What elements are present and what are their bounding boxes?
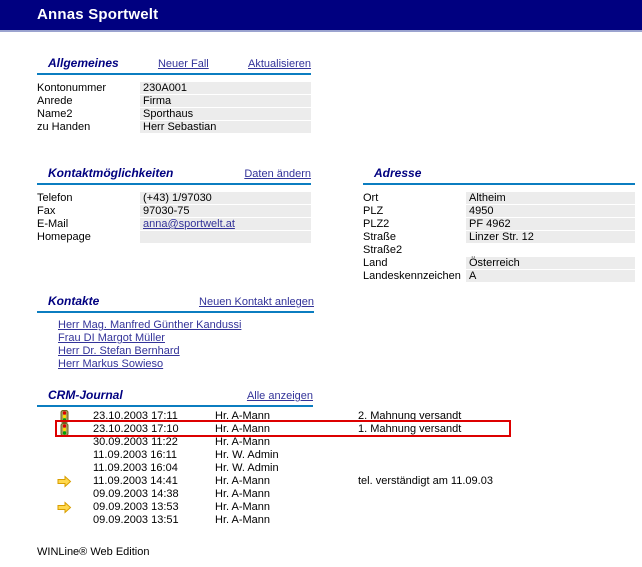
field-label: Ort xyxy=(363,192,379,204)
journal-date: 11.09.2003 16:04 xyxy=(93,462,178,474)
field-value: Sporthaus xyxy=(140,108,311,120)
journal-row xyxy=(57,462,527,475)
section-title-crm-journal: CRM-Journal xyxy=(48,388,123,402)
journal-date: 11.09.2003 16:11 xyxy=(93,449,178,461)
journal-user: Hr. W. Admin xyxy=(215,449,279,461)
contact-link-bernhard[interactable]: Herr Dr. Stefan Bernhard xyxy=(58,345,180,357)
field-row-zu-handen xyxy=(37,121,311,133)
field-value xyxy=(140,231,311,243)
journal-date: 23.10.2003 17:10 xyxy=(93,423,179,435)
field-row-landeskennzeichen xyxy=(363,270,635,282)
journal-note xyxy=(358,462,527,475)
field-value: A xyxy=(466,270,635,282)
field-row-kontonummer xyxy=(37,82,311,94)
field-label: Telefon xyxy=(37,192,73,204)
field-row-fax xyxy=(37,205,311,217)
journal-row xyxy=(57,436,527,449)
contact-link-kandussi[interactable]: Herr Mag. Manfred Günther Kandussi xyxy=(58,319,242,331)
journal-date: 11.09.2003 14:41 xyxy=(93,475,178,487)
journal-note: 1. Mahnung versandt xyxy=(358,423,462,435)
email-link[interactable]: anna@sportwelt.at xyxy=(143,218,235,230)
field-label: zu Handen xyxy=(37,121,91,133)
field-row-homepage xyxy=(37,231,311,243)
section-adresse-header xyxy=(363,166,635,185)
field-row-anrede xyxy=(37,95,311,107)
yellow-arrow-icon xyxy=(57,501,93,514)
yellow-arrow-icon xyxy=(57,475,93,488)
journal-row xyxy=(57,410,527,423)
journal-table xyxy=(57,410,527,527)
field-row-plz2 xyxy=(363,218,635,230)
field-label: PLZ xyxy=(363,205,384,217)
field-label: Kontonummer xyxy=(37,82,107,94)
field-value: 4950 xyxy=(466,205,635,217)
field-label: Straße2 xyxy=(363,244,403,256)
journal-note xyxy=(358,514,527,527)
field-label: E-Mail xyxy=(37,218,69,230)
field-label: Homepage xyxy=(37,231,91,243)
journal-row xyxy=(57,475,527,488)
section-journal-header xyxy=(37,388,313,407)
field-row-strasse xyxy=(363,231,635,243)
journal-user: Hr. A-Mann xyxy=(215,501,271,513)
journal-row xyxy=(57,449,527,462)
field-row-strasse2 xyxy=(363,244,635,256)
field-label: Anrede xyxy=(37,95,73,107)
field-value: Österreich xyxy=(466,257,635,269)
journal-user: Hr. A-Mann xyxy=(215,475,271,487)
section-title-kontaktmoeglichkeiten: Kontaktmöglichkeiten xyxy=(48,166,174,180)
journal-row xyxy=(57,514,527,527)
traffic-light-icon xyxy=(57,423,93,436)
section-adresse xyxy=(363,166,635,283)
app-footer: WINLine® Web Edition xyxy=(37,546,150,558)
field-label: Land xyxy=(363,257,388,269)
contact-list xyxy=(37,319,314,370)
field-label: Landeskennzeichen xyxy=(363,270,461,282)
field-label: Fax xyxy=(37,205,56,217)
field-row-ort xyxy=(363,192,635,204)
aktualisieren-link[interactable]: Aktualisieren xyxy=(248,58,311,70)
field-value: Altheim xyxy=(466,192,635,204)
journal-row xyxy=(57,488,527,501)
journal-note xyxy=(358,488,527,501)
journal-user: Hr. A-Mann xyxy=(215,410,271,422)
field-row-land xyxy=(363,257,635,269)
journal-user: Hr. A-Mann xyxy=(215,436,271,448)
field-value: Herr Sebastian xyxy=(140,121,311,133)
section-kontakte-header xyxy=(37,294,314,313)
field-row-plz xyxy=(363,205,635,217)
daten-aendern-link[interactable]: Daten ändern xyxy=(244,168,311,180)
journal-date: 09.09.2003 14:38 xyxy=(93,488,179,500)
field-value: 97030-75 xyxy=(140,205,311,217)
adresse-field-table xyxy=(363,192,635,282)
allgemeines-field-table xyxy=(37,82,311,133)
section-title-allgemeines: Allgemeines xyxy=(48,56,119,70)
field-value xyxy=(466,244,635,256)
field-label: Straße xyxy=(363,231,397,243)
journal-note: tel. verständigt am 11.09.03 xyxy=(358,475,493,487)
journal-user: Hr. A-Mann xyxy=(215,488,271,500)
contact-link-mueller[interactable]: Frau DI Margot Müller xyxy=(58,332,165,344)
section-crm-journal xyxy=(37,388,313,407)
section-title-adresse: Adresse xyxy=(374,166,422,180)
kontakt-field-table xyxy=(37,192,311,243)
journal-date: 23.10.2003 17:11 xyxy=(93,410,178,422)
field-row-email xyxy=(37,218,311,230)
field-label: Name2 xyxy=(37,108,73,120)
journal-date: 09.09.2003 13:51 xyxy=(93,514,179,526)
field-row-name2 xyxy=(37,108,311,120)
journal-row-highlighted xyxy=(57,423,527,436)
journal-note xyxy=(358,436,527,449)
section-allgemeines xyxy=(37,56,311,134)
section-title-kontakte: Kontakte xyxy=(48,294,100,308)
field-label: PLZ2 xyxy=(363,218,390,230)
section-allgemeines-header xyxy=(37,56,311,75)
page-title: Annas Sportwelt xyxy=(37,6,159,23)
alle-anzeigen-link[interactable]: Alle anzeigen xyxy=(246,390,313,402)
journal-user: Hr. W. Admin xyxy=(215,462,279,474)
neuen-kontakt-anlegen-link[interactable]: Neuen Kontakt anlegen xyxy=(199,296,314,308)
journal-note xyxy=(358,501,527,514)
journal-user: Hr. A-Mann xyxy=(215,423,271,435)
field-value: Firma xyxy=(140,95,311,107)
field-value-email xyxy=(140,218,311,230)
field-value: 230A001 xyxy=(140,82,311,94)
field-value: Linzer Str. 12 xyxy=(466,231,635,243)
section-kontaktmoeglichkeiten xyxy=(37,166,311,244)
traffic-light-icon xyxy=(57,410,93,423)
field-row-telefon xyxy=(37,192,311,204)
journal-note xyxy=(358,449,527,462)
neuer-fall-link[interactable]: Neuer Fall xyxy=(157,58,209,70)
field-value: (+43) 1/97030 xyxy=(140,192,311,204)
section-kontakte xyxy=(37,294,314,371)
section-kontakt-header xyxy=(37,166,311,185)
contact-link-sowieso[interactable]: Herr Markus Sowieso xyxy=(58,358,164,370)
journal-note: 2. Mahnung versandt xyxy=(358,410,462,422)
app-header-bar xyxy=(0,0,642,32)
journal-row xyxy=(57,501,527,514)
journal-user: Hr. A-Mann xyxy=(215,514,271,526)
journal-date: 09.09.2003 13:53 xyxy=(93,501,179,513)
field-value: PF 4962 xyxy=(466,218,635,230)
journal-date: 30.09.2003 11:22 xyxy=(93,436,178,448)
